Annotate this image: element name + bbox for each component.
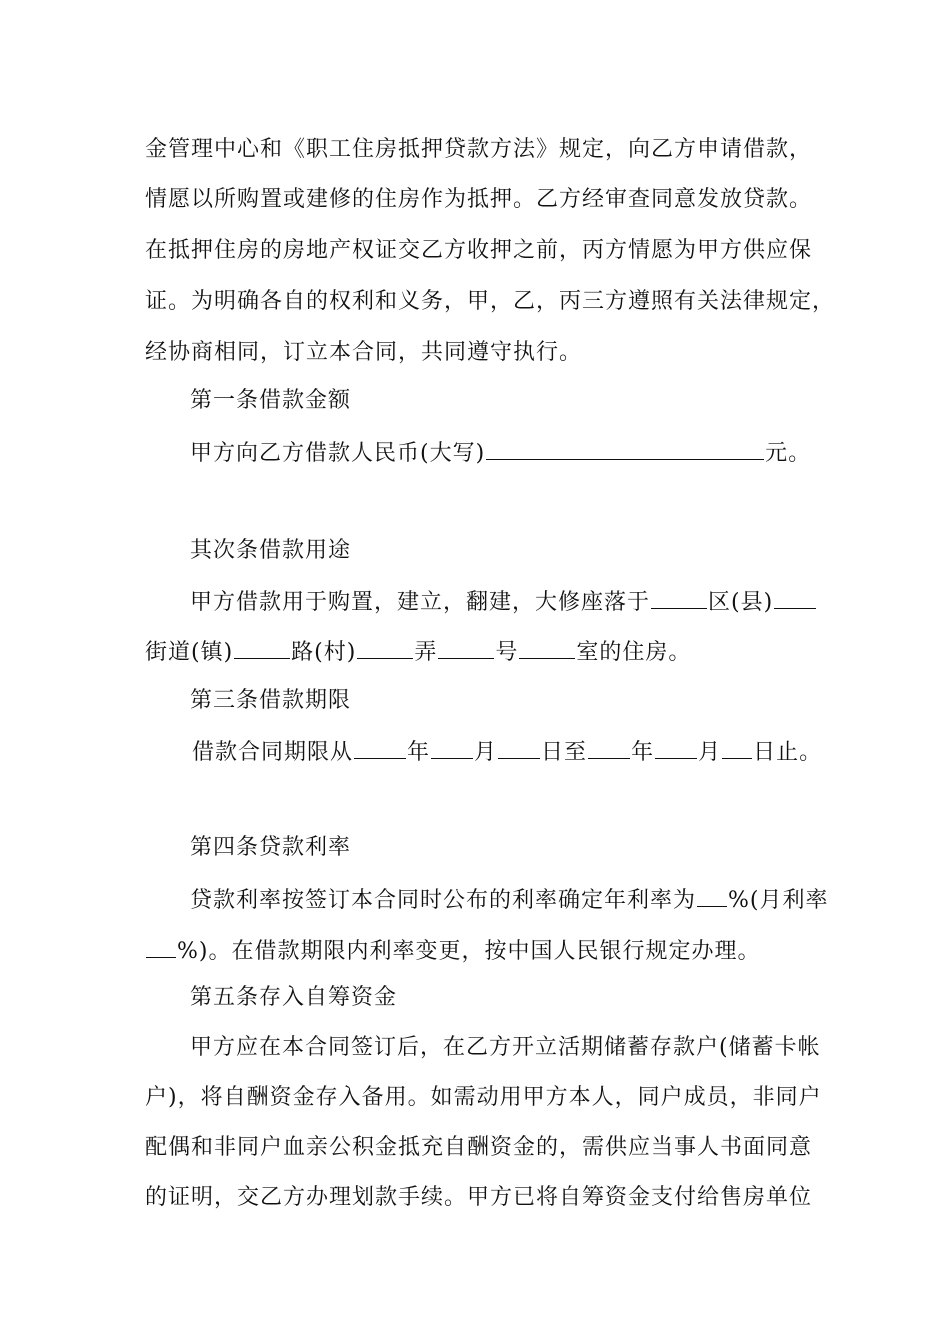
fill-blank-year — [588, 736, 630, 759]
fill-blank-month — [655, 736, 697, 759]
fill-blank-number — [519, 636, 575, 659]
fill-blank-day — [498, 736, 540, 759]
article-text: 的证明，交乙方办理划款手续。甲方已将自筹资金支付给售房单位 — [145, 1185, 813, 1210]
fill-blank-year — [354, 736, 406, 759]
article-text-part: 区(县) — [708, 590, 774, 615]
article-text-part: 日止。 — [753, 740, 823, 765]
article-text — [145, 935, 761, 967]
article-text — [145, 636, 691, 668]
article-text-part: 路(村) — [291, 640, 357, 665]
article-text: 甲方应在本合同签订后，在乙方开立活期储蓄存款户(储蓄卡帐 — [190, 1035, 821, 1060]
body-line: 在抵押住房的房地产权证交乙方收押之前，丙方情愿为甲方供应保 — [145, 238, 813, 263]
body-line: 经协商相同，订立本合同，共同遵守执行。 — [145, 340, 583, 365]
article-text-part: 年 — [407, 740, 431, 765]
fill-blank-lane — [438, 636, 494, 659]
article-text-part: 月 — [698, 740, 722, 765]
fill-blank-month — [431, 736, 473, 759]
article-text: 配偶和非同户血亲公积金抵充自酬资金的，需供应当事人书面同意 — [145, 1135, 813, 1160]
body-line: 情愿以所购置或建修的住房作为抵押。乙方经审查同意发放贷款。 — [145, 187, 813, 212]
article-text — [190, 884, 829, 916]
fill-blank-street — [234, 636, 290, 659]
article-text: 户)，将自酬资金存入备用。如需动用甲方本人，同户成员，非同户 — [145, 1085, 822, 1110]
article-heading: 其次条借款用途 — [190, 538, 352, 563]
article-text-part: 贷款利率按签订本合同时公布的利率确定年利率为 — [190, 888, 697, 913]
article-heading: 第三条借款期限 — [190, 688, 352, 713]
article-text — [190, 586, 817, 618]
article-text-part: 弄 — [414, 640, 438, 665]
article-text-part: 元。 — [765, 441, 812, 466]
body-line: 证。为明确各自的权利和义务，甲，乙，丙三方遵照有关法律规定， — [145, 289, 836, 314]
article-text-part: 甲方借款用于购置，建立，翻建，大修座落于 — [190, 590, 651, 615]
fill-blank-district — [651, 586, 707, 609]
article-heading: 第四条贷款利率 — [190, 835, 352, 860]
article-text — [190, 437, 811, 469]
article-text-part: 年 — [631, 740, 655, 765]
fill-blank — [774, 586, 816, 609]
article-text — [192, 736, 822, 768]
article-text-part: 甲方向乙方借款人民币(大写) — [190, 441, 486, 466]
article-text-part: %(月利率 — [728, 888, 829, 913]
article-text-part: 室的住房。 — [576, 640, 692, 665]
article-heading: 第五条存入自筹资金 — [190, 985, 398, 1010]
article-text-part: 日至 — [541, 740, 588, 765]
fill-blank-monthly-rate — [146, 935, 176, 958]
article-text-part: 街道(镇) — [145, 640, 234, 665]
fill-blank-amount — [486, 437, 764, 460]
article-text-part: %)。在借款期限内利率变更，按中国人民银行规定办理。 — [177, 939, 761, 964]
article-text-part: 借款合同期限从 — [192, 740, 354, 765]
fill-blank-road — [357, 636, 413, 659]
article-text-part: 月 — [474, 740, 498, 765]
article-text-part: 号 — [495, 640, 519, 665]
fill-blank-day — [722, 736, 752, 759]
fill-blank-annual-rate — [697, 884, 727, 907]
article-heading: 第一条借款金额 — [190, 388, 352, 413]
body-line: 金管理中心和《职工住房抵押贷款方法》规定，向乙方申请借款， — [145, 137, 813, 162]
